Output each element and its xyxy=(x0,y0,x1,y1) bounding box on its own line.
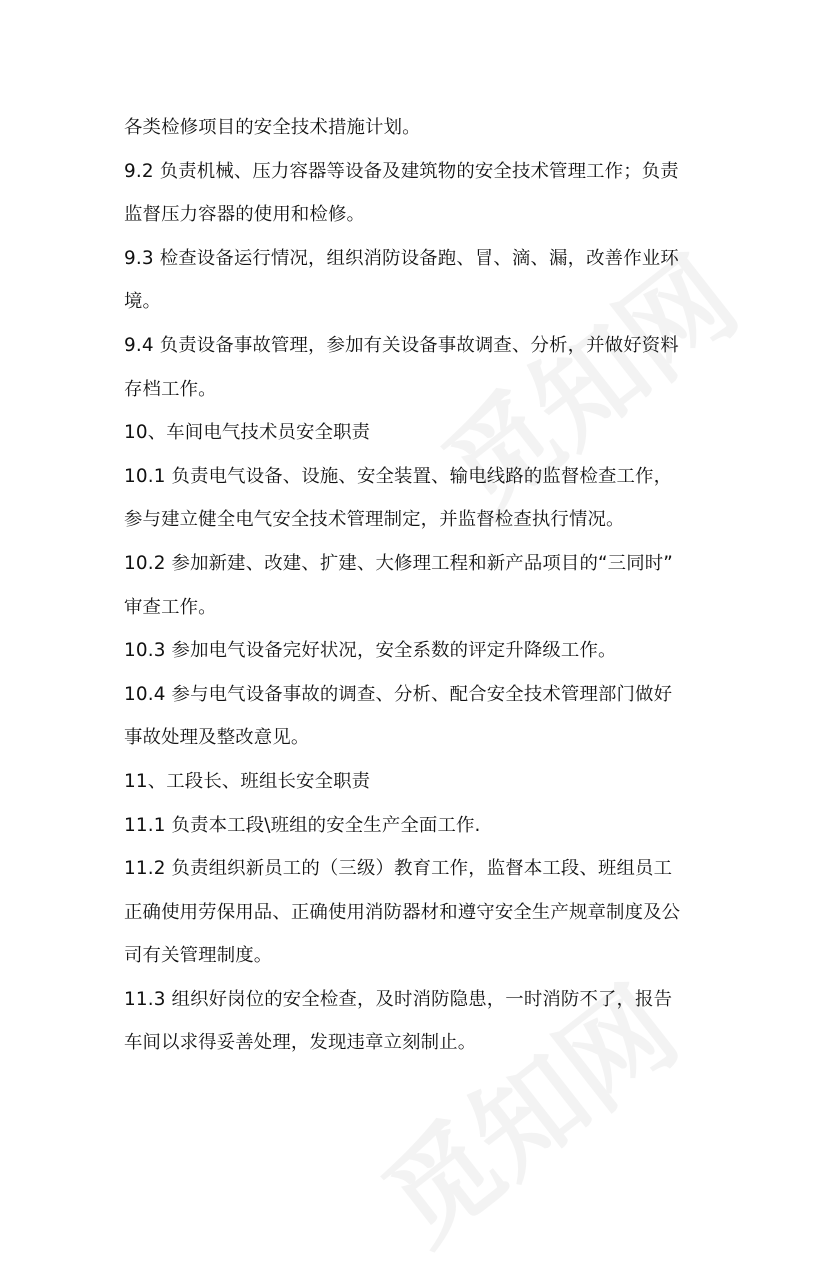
text-line: 各类检修项目的安全技术措施计划。 xyxy=(124,117,421,138)
section-heading: 11、工段长、班组长安全职责 xyxy=(124,770,371,792)
text-line: 9.2 负责机械、压力容器等设备及建筑物的安全技术管理工作；负责 xyxy=(124,160,679,182)
text-line: 10.2 参加新建、改建、扩建、大修理工程和新产品项目的“三同时” xyxy=(124,552,673,574)
text-line: 司有关管理制度。 xyxy=(124,945,273,967)
section-heading: 10、车间电气技术员安全职责 xyxy=(124,422,371,444)
text-line: 11.1 负责本工段\班组的安全生产全面工作. xyxy=(124,814,481,836)
text-line: 参与建立健全电气安全技术管理制定，并监督检查执行情况。 xyxy=(124,509,625,531)
text-line: 10.3 参加电气设备完好状况，安全系数的评定升降级工作。 xyxy=(124,640,617,662)
text-line: 事故处理及整改意见。 xyxy=(124,727,310,749)
text-line: 车间以求得妥善处理，发现违章立刻制止。 xyxy=(124,1032,477,1054)
text-line: 11.2 负责组织新员工的（三级）教育工作，监督本工段、班组员工 xyxy=(124,858,673,880)
text-line: 监督压力容器的使用和检修。 xyxy=(124,204,366,226)
text-line: 正确使用劳保用品、正确使用消防器材和遵守安全生产规章制度及公 xyxy=(124,901,681,923)
text-line: 10.4 参与电气设备事故的调查、分析、配合安全技术管理部门做好 xyxy=(124,683,673,705)
text-line: 9.3 检查设备运行情况，组织消防设备跑、冒、滴、漏，改善作业环 xyxy=(124,247,679,269)
text-line: 10.1 负责电气设备、设施、安全装置、输电线路的监督检查工作， xyxy=(124,465,673,487)
text-line: 境。 xyxy=(124,291,162,313)
text-line: 9.4 负责设备事故管理，参加有关设备事故调查、分析，并做好资料 xyxy=(124,334,679,356)
text-line: 存档工作。 xyxy=(124,378,217,400)
text-line: 审查工作。 xyxy=(124,596,217,618)
document-body xyxy=(124,106,714,1065)
text-line: 11.3 组织好岗位的安全检查，及时消防隐患，一时消防不了，报告 xyxy=(124,988,673,1010)
